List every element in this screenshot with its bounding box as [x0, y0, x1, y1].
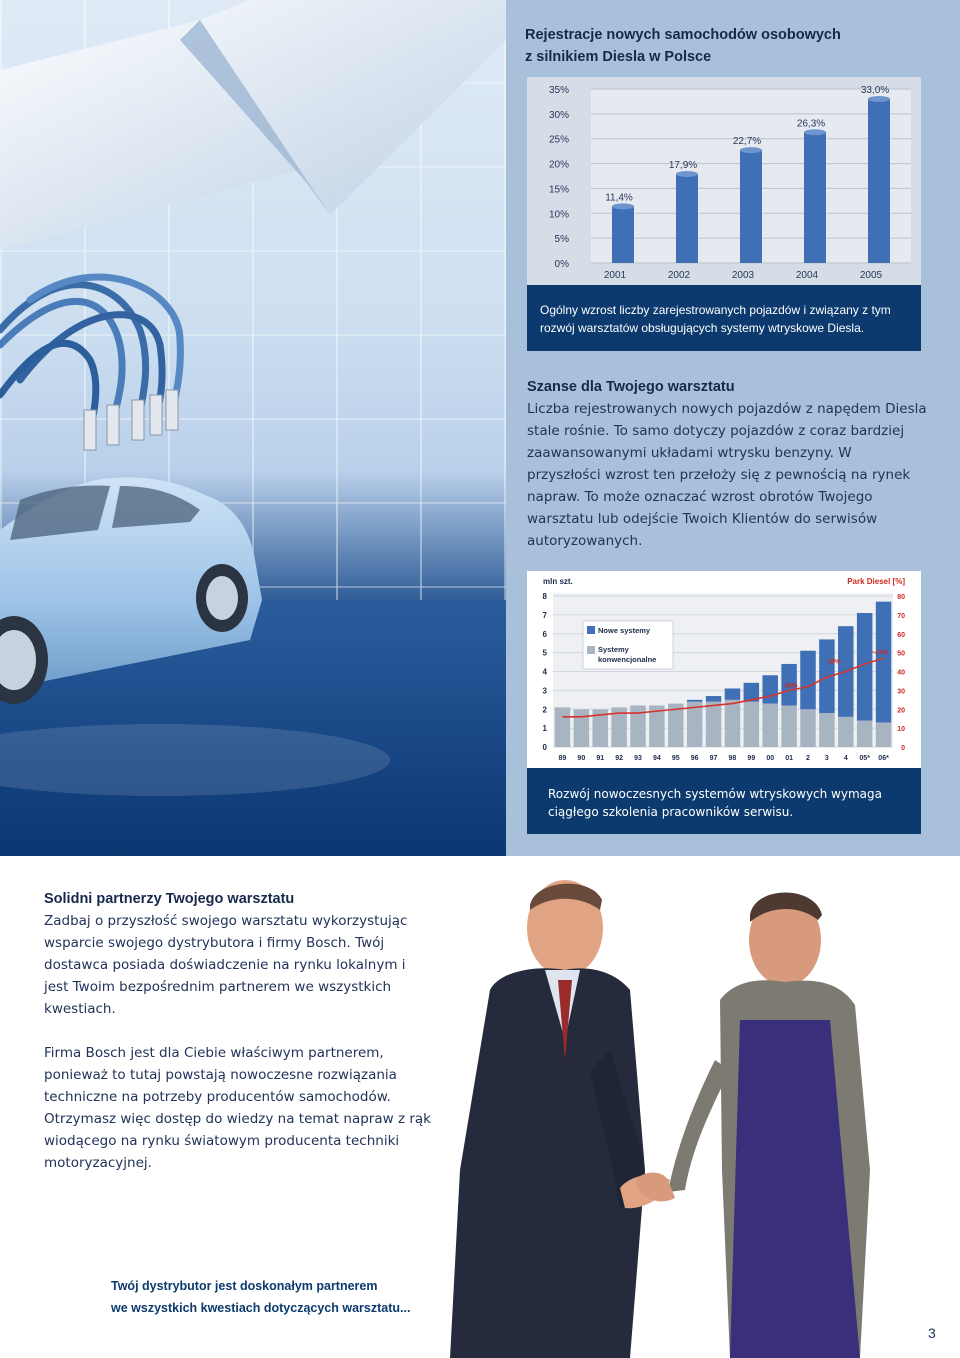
x-tick-label: 89 [558, 755, 567, 762]
y-axis-label-left: mln szt. [543, 577, 573, 586]
y-tick-label: 20% [548, 159, 569, 171]
data-label: 22,7% [732, 136, 762, 148]
x-tick-label: 97 [709, 755, 718, 762]
x-tick-label: 99 [747, 755, 756, 762]
annotation: ~47% [871, 649, 889, 657]
bar-new-systems [706, 696, 721, 702]
x-tick-label: 90 [577, 755, 586, 762]
y-tick-label: 10% [548, 209, 569, 221]
hero-illustration [0, 0, 506, 856]
bar-conventional [706, 702, 721, 747]
bar-conventional [555, 707, 570, 747]
chart1-title [525, 24, 925, 68]
chart2-caption: Rozwój nowoczesnych systemów wtryskowych wymaga ciągłego szkolenia pracowników serwisu. [527, 768, 921, 834]
x-tick-label: 4 [843, 755, 848, 762]
y-tick-label-left: 1 [542, 724, 547, 734]
bar-conventional [800, 709, 815, 747]
page-number: 3 [928, 1325, 936, 1341]
diesel-registrations-chart [527, 77, 921, 285]
y-tick-label-left: 2 [542, 705, 547, 715]
y-tick-label-left: 5 [542, 648, 547, 658]
x-tick-label: 91 [596, 755, 605, 762]
bar-conventional [857, 721, 872, 747]
y-tick-label-left: 4 [542, 667, 547, 677]
x-tick-label: 2003 [731, 270, 755, 281]
chart1-title-line: z silnikiem Diesla w Polsce [525, 49, 712, 65]
bar [676, 174, 698, 263]
arrow-shape [0, 0, 506, 250]
partners-section-title: Solidni partnerzy Twojego warsztatu [44, 891, 295, 907]
bar-cap [868, 96, 890, 102]
partners-paragraph-2: Firma Bosch jest dla Ciebie właściwym partnerem, ponieważ to tutaj powstają nowoczesne rozwiązania techniczne na potrzeby producentów samochodów. Otrzymasz więc dostęp do wiedzy na temat napraw z rąk wiodącego na rynku światowym producenta techniki motoryzacyjnej. [44, 1045, 431, 1171]
data-label: 33,0% [860, 84, 890, 96]
bar-conventional [819, 713, 834, 747]
x-tick-label: 3 [824, 755, 829, 762]
annotation: 40% [827, 658, 841, 666]
x-tick-label: 92 [615, 755, 624, 762]
diesel-section-body: Liczba rejestrowanych nowych pojazdów z napędem Diesla stale rośnie. To samo dotyczy pojazdów z coraz bardziej zaawansowanymi układami wtrysku benzyny. W przyszłości wzrost ten przełoży się z pewnością na rynek napraw. To może oznaczać wzrost obrotów Twojego warsztatu lub odejście Twoich Klientów do serwisów autoryzowanych. [527, 401, 927, 549]
y-tick-label: 30% [548, 109, 569, 121]
bar-conventional [725, 700, 740, 747]
y-tick-label-right: 10 [897, 726, 905, 734]
bar-cap [676, 171, 698, 177]
bar [740, 150, 762, 263]
bar-new-systems [762, 675, 777, 703]
x-tick-label: 95 [671, 755, 680, 762]
bar-new-systems [725, 688, 740, 699]
chart2-svg [527, 571, 921, 768]
bar-conventional [781, 705, 796, 747]
y-tick-label-right: 30 [897, 688, 905, 696]
bar-cap [804, 129, 826, 135]
hero-artwork [0, 0, 506, 856]
injection-systems-chart [527, 571, 921, 768]
bar-conventional [838, 717, 853, 747]
bar-conventional [876, 722, 891, 747]
x-tick-label: 05* [859, 755, 870, 762]
bar [868, 99, 890, 263]
x-tick-label: 2001 [603, 270, 627, 281]
y-tick-label-right: 40 [897, 669, 905, 677]
chart1-title-line: Rejestracje nowych samochodów osobowych [525, 27, 841, 43]
legend-swatch-new [587, 626, 595, 634]
y-axis-label-right: Park Diesel [%] [847, 577, 905, 586]
y-tick-label-left: 8 [542, 592, 547, 601]
mechanic-figure [635, 893, 870, 1358]
legend-swatch-conventional [587, 646, 595, 654]
y-tick-label-right: 20 [897, 707, 905, 715]
x-tick-label: 98 [728, 755, 737, 762]
y-tick-label-left: 3 [542, 686, 547, 696]
x-tick-label: 96 [690, 755, 699, 762]
y-tick-label-right: 60 [897, 631, 905, 639]
bar-cap [612, 203, 634, 209]
bar-conventional [744, 702, 759, 747]
y-tick-label-right: 80 [897, 594, 905, 601]
annotation: 30% [784, 682, 798, 690]
chart1-svg [527, 77, 921, 285]
bar-new-systems [876, 602, 891, 723]
bar [612, 206, 634, 263]
legend-label-conventional: konwencjonalne [598, 655, 657, 664]
x-tick-label: 93 [634, 755, 642, 762]
bar [804, 132, 826, 263]
y-tick-label-left: 6 [542, 629, 547, 639]
partners-section [44, 888, 434, 1174]
businessman-figure [450, 880, 670, 1358]
y-tick-label: 5% [554, 234, 569, 246]
data-label: 11,4% [605, 192, 633, 204]
x-tick-label: 2005 [859, 270, 883, 281]
partners-paragraph-1: Zadbaj o przyszłość swojego warsztatu wykorzystując wsparcie swojego dystrybutora i firmy Bosch. Twój dostawca posiada doświadczenie na rynku lokalnym i jest Twoim bezpośrednim partnerem we wszystkich kwestiach. [44, 913, 408, 1017]
y-tick-label-right: 0 [901, 745, 905, 752]
handshake-photo [430, 870, 960, 1358]
data-label: 26,3% [796, 118, 826, 130]
footer-note-line: Twój dystrybutor jest doskonałym partnerem [111, 1279, 378, 1293]
x-tick-label: 06* [878, 755, 889, 762]
bar-new-systems [800, 651, 815, 710]
diesel-section [527, 376, 927, 552]
chart1-caption: Ogólny wzrost liczby zarejestrowanych pojazdów i związany z tym rozwój warsztatów obsługujących systemy wtryskowe Diesla. [527, 285, 921, 351]
bar-conventional [574, 709, 589, 747]
x-tick-label: 2 [806, 755, 810, 762]
footer-note [111, 1275, 451, 1319]
x-tick-label: 2002 [667, 270, 691, 281]
bar-new-systems [687, 700, 702, 702]
x-tick-label: 94 [652, 755, 661, 762]
x-tick-label: 2004 [795, 270, 819, 281]
legend-label-new: Nowe systemy [598, 626, 651, 635]
legend-label-conventional: Systemy [598, 645, 629, 654]
y-tick-label: 25% [548, 134, 569, 146]
y-tick-label-left: 7 [542, 610, 547, 620]
x-tick-label: 01 [785, 755, 794, 762]
y-tick-label: 0% [554, 259, 569, 270]
y-tick-label: 15% [548, 184, 569, 196]
ignition-cables-image [0, 277, 180, 450]
bar-cap [740, 147, 762, 153]
y-tick-label-left: 0 [542, 743, 547, 752]
chart-legend [583, 621, 673, 669]
y-tick-label: 35% [548, 85, 569, 96]
y-tick-label-right: 50 [897, 650, 905, 658]
data-label: 17,9% [668, 160, 698, 172]
x-tick-label: 00 [766, 755, 775, 762]
diesel-section-title: Szanse dla Twojego warsztatu [527, 379, 735, 395]
y-tick-label-right: 70 [897, 612, 905, 620]
footer-note-line: we wszystkich kwestiach dotyczących warsztatu... [111, 1301, 411, 1315]
bar-conventional [762, 704, 777, 747]
